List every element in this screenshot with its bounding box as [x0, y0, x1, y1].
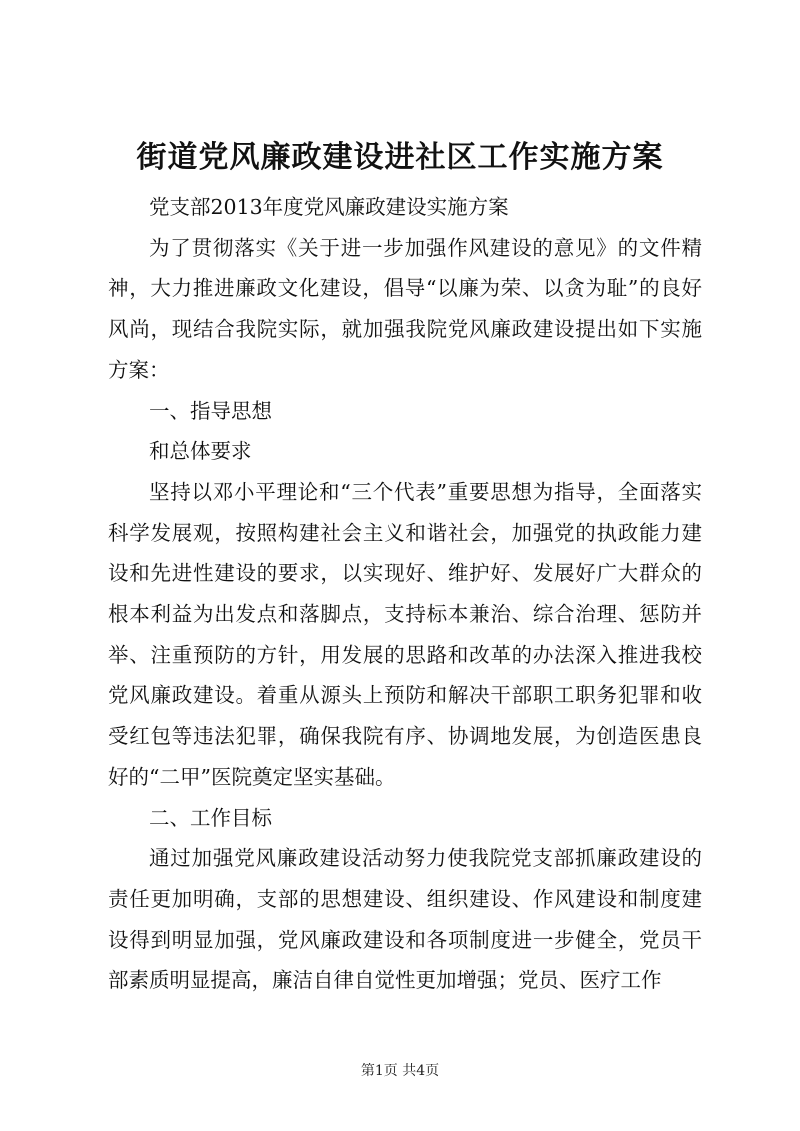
- section-heading-overall-requirements: 和总体要求: [149, 439, 252, 464]
- page-footer: 第1页 共4页: [360, 1063, 440, 1079]
- document-title: 街道党风廉政建设进社区工作实施方案: [136, 140, 664, 175]
- work-goals-paragraph: 通过加强党风廉政建设活动努力使我院党支部抓廉政建设的责任更加明确，支部的思想建设、组织建设、作风建设和制度建设得到明显加强，党风廉政建设和各项制度进一步健全，党员干部素质明显提高，廉洁自律自觉性更加增强；党员、医疗工作: [108, 846, 702, 993]
- document-body: [108, 187, 702, 1001]
- intro-paragraph: 为了贯彻落实《关于进一步加强作风建设的意见》的文件精神，大力推进廉政文化建设，倡导“以廉为荣、以贪为耻”的良好风尚，现结合我院实际，就加强我院党风廉政建设提出如下实施方案：: [108, 235, 702, 382]
- section-heading-guiding-thought: 一、指导思想: [149, 398, 272, 423]
- section-heading-work-goals: 二、工作目标: [149, 805, 272, 830]
- guiding-thought-paragraph: 坚持以邓小平理论和“三个代表”重要思想为指导，全面落实科学发展观，按照构建社会主义和谐社会，加强党的执政能力建设和先进性建设的要求，以实现好、维护好、发展好广大群众的根本利益为出发点和落脚点，支持标本兼治、综合治理、惩防并举、注重预防的方针，用发展的思路和改革的办法深入推进我校党风廉政建设。着重从源头上预防和解决干部职工职务犯罪和收受红包等违法犯罪，确保我院有序、协调地发展，为创造医患良好的“二甲”医院奠定坚实基础。: [108, 479, 702, 789]
- subtitle-paragraph: 党支部2013年度党风廉政建设实施方案: [149, 195, 509, 219]
